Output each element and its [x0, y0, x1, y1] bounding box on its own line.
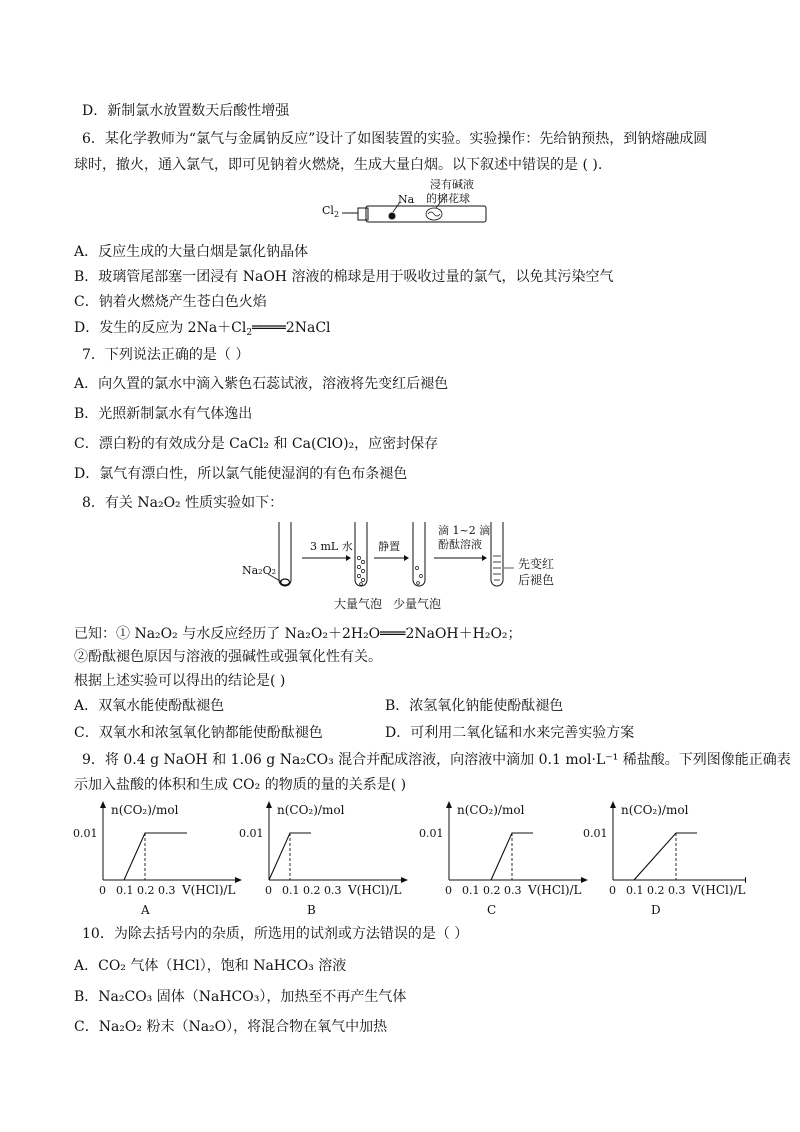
q6-stem-line2: 球时，撤火，通入氯气，即可见钠着火燃烧，生成大量白烟。以下叙述中错误的是 ( ). [74, 157, 603, 173]
bubbles-few-caption: 少量气泡 [393, 597, 442, 611]
q6-option-c: C．钠着火燃烧产生苍白色火焰 [74, 294, 267, 310]
x-tick-label: 0.2 [303, 884, 321, 897]
test-tube-2 [355, 522, 367, 586]
q7-option-a: A．向久置的氯水中滴入紫色石蕊试液，溶液将先变红后褪色 [74, 376, 449, 392]
graph-a [73, 801, 242, 917]
q7-stem: 7．下列说法正确的是（ ） [82, 347, 250, 363]
graph-caption: D [651, 903, 661, 917]
x-tick-label: 0.3 [504, 884, 522, 897]
series-line [124, 833, 187, 880]
x-axis-label: V(HCl)/L [692, 883, 746, 897]
x-tick-label: 0.2 [483, 884, 501, 897]
graph-caption: B [307, 903, 316, 917]
x-tick-label: 0 [609, 884, 616, 897]
q9-stem-line2: 示加入盐酸的体积和生成 CO₂ 的物质的量的关系是( ) [74, 777, 407, 793]
y-tick-label: 0.01 [239, 827, 264, 840]
step1-label: 3 mL 水 [310, 540, 353, 553]
q7-option-d: D．氯气有漂白性，所以氯气能使湿润的有色布条褪色 [74, 466, 408, 482]
y-axis-label: n(CO₂)/mol [457, 803, 525, 817]
x-tick-label: 0.1 [282, 884, 300, 897]
cotton-label-1: 浸有碱液 [430, 178, 474, 191]
q6-option-b: B．玻璃管尾部塞一团浸有 NaOH 溶液的棉球是用于吸收过量的氯气，以免其污染空气 [74, 269, 614, 285]
step3-label-1: 滴 1~2 滴 [438, 524, 491, 537]
q10-stem: 10．为除去括号内的杂质，所选用的试剂或方法错误的是（ ） [82, 926, 469, 942]
q8-option-a: A．双氧水能使酚酞褪色 [74, 698, 225, 714]
q9-stem-line1: 9．将 0.4 g NaOH 和 1.06 g Na₂CO₃ 混合并配成溶液，向溶液中滴加 0.1 mol·L⁻¹ 稀盐酸。下列图像能正确表 [82, 752, 791, 768]
q8-ask: 根据上述实验可以得出的结论是( ) [74, 673, 286, 689]
q8-known-1: 已知：① Na₂O₂ 与水反应经历了 Na₂O₂＋2H₂O═══2NaOH＋H₂O₂； [74, 626, 522, 642]
step2-label: 静置 [378, 540, 400, 553]
q10-option-b: B．Na₂CO₃ 固体（NaHCO₃），加热至不再产生气体 [74, 989, 407, 1005]
q6-option-d: D．发生的反应为 $2Na+Cl_2════2NaCl$ [74, 320, 331, 338]
q6-stem-line1: 6．某化学教师为“氯气与金属钠反应”设计了如图装置的实验。实验操作：先给钠预热，到钠熔融成圆 [82, 131, 708, 147]
cotton-label-2: 的棉花球 [426, 192, 470, 205]
q8-option-d: D．可利用二氧化锰和水来完善实验方案 [385, 725, 635, 741]
x-tick-label: 0 [99, 884, 106, 897]
reagent-label: Na₂O₂ [242, 564, 277, 577]
x-tick-label: 0.3 [668, 884, 686, 897]
graph-caption: A [141, 903, 150, 917]
result-label-1: 先变红 [518, 557, 555, 571]
sodium-piece [389, 213, 396, 220]
cl2-label: $Cl_2$ [322, 204, 340, 219]
few-bubbles [416, 567, 423, 585]
x-tick-label: 0.1 [626, 884, 644, 897]
x-axis-label: V(HCl)/L [348, 883, 402, 897]
test-tube-3 [413, 522, 425, 586]
q10-option-a: A．CO₂ 气体（HCl），饱和 NaHCO₃ 溶液 [74, 958, 347, 974]
x-tick-label: 0 [445, 884, 452, 897]
x-axis-label: V(HCl)/L [528, 883, 582, 897]
result-label-2: 后褪色 [518, 573, 555, 587]
q8-experiment-figure [238, 518, 578, 618]
x-tick-label: 0.2 [647, 884, 665, 897]
many-bubbles [357, 556, 364, 585]
x-axis-label: V(HCl)/L [182, 883, 236, 897]
solution-level [493, 556, 501, 580]
q5-option-d: D．新制氯水放置数天后酸性增强 [82, 103, 290, 119]
bubbles-many-caption: 大量气泡 [334, 597, 383, 611]
q10-option-c: C．Na₂O₂ 粉末（Na₂O），将混合物在氧气中加热 [74, 1019, 388, 1035]
graph-b [239, 801, 408, 917]
graph-c [419, 801, 588, 917]
test-tube-4 [491, 522, 503, 586]
graph-caption: C [487, 903, 497, 917]
x-tick-label: 0.2 [137, 884, 155, 897]
test-tube-1 [279, 522, 291, 586]
q9-graphs [66, 796, 746, 920]
na-label: Na [398, 193, 415, 206]
y-tick-label: 0.01 [419, 827, 444, 840]
q7-option-c: C．漂白粉的有效成分是 CaCl₂ 和 Ca(ClO)₂，应密封保存 [74, 436, 439, 452]
x-tick-label: 0.1 [462, 884, 480, 897]
x-tick-label: 0.1 [116, 884, 134, 897]
q8-option-b: B．浓氢氧化钠能使酚酞褪色 [385, 698, 564, 714]
q6-apparatus-figure [318, 178, 493, 238]
q8-stem: 8．有关 Na₂O₂ 性质实验如下： [82, 495, 284, 511]
x-tick-label: 0.3 [324, 884, 342, 897]
q8-option-c: C．双氧水和浓氢氧化钠都能使酚酞褪色 [74, 725, 323, 741]
step3-label-2: 酚酞溶液 [438, 538, 482, 551]
cotton-ball [426, 208, 442, 220]
q7-option-b: B．光照新制氯水有气体逸出 [74, 406, 253, 422]
x-tick-label: 0.3 [158, 884, 176, 897]
series-line [634, 833, 697, 880]
y-tick-label: 0.01 [583, 827, 608, 840]
y-axis-label: n(CO₂)/mol [621, 803, 689, 817]
y-axis-label: n(CO₂)/mol [111, 803, 179, 817]
q6-option-a: A．反应生成的大量白烟是氯化钠晶体 [74, 244, 309, 260]
q8-known-2: ②酚酞褪色原因与溶液的强碱性或强氧化性有关。 [74, 649, 382, 665]
y-axis-label: n(CO₂)/mol [277, 803, 345, 817]
graph-d [583, 801, 746, 917]
x-tick-label: 0 [265, 884, 272, 897]
y-tick-label: 0.01 [73, 827, 98, 840]
